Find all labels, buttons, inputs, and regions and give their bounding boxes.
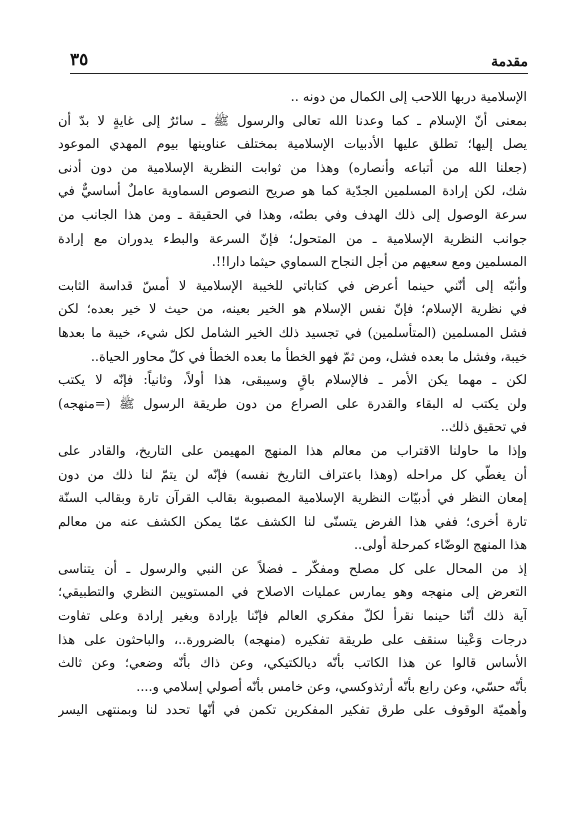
- text-line: الإسلامية دربها اللاحب إلى الكمال من دونه ..: [290, 90, 527, 105]
- text-line: خيبة، وفشل ما بعده فشل، ومن ثمّ فهو الخطأ ما بعده الخطأ في كلّ محاور الحياة..: [90, 349, 527, 365]
- text-line: إذ من المحال على كل مصلح ومفكّر ـ فضلاً عن النبي والرسول ـ أن يتناسى: [58, 561, 527, 577]
- body-text: [58, 86, 527, 723]
- text-line: آية ذلك أنّنا حينما نقرأ لكلّ مفكري العالم فإنّنا بإرادة وبغير إرادة وعلى تفاوت: [58, 609, 527, 625]
- text-line: وأهميّة الوقوف على طرق تفكير المفكرين تكمن في أنّها تحدد لنا وبمنتهى اليسر: [58, 703, 527, 719]
- text-line: في نظرية الإسلام؛ فإنّ نفس الإسلام هو الخير بعينه، من حيث لا خير بعده؛ لكن: [58, 302, 527, 318]
- text-line: هذا المنهج الوضّاء كمرحلة أولى..: [353, 538, 527, 554]
- chapter-title: مقدمة: [491, 54, 528, 70]
- text-line: وإذا ما حاولنا الاقتراب من معالم هذا المنهج المهيمن على التاريخ، والقادر على: [58, 443, 527, 459]
- text-line: بأنّه حسّي، وعن رابع بأنّه أرثذوكسي، وعن خامس بأنّه أصولي إسلامي و....: [136, 679, 527, 695]
- text-line: شك، لكن إرادة المسلمين الجدّية كما هو صريح النصوص السماوية عاملٌ أساسيٌّ في: [58, 184, 527, 200]
- text-line: ولن يكتب له البقاء والقدرة على الصراع من دون طريقة الرسول ﷺ (=منهجه): [58, 396, 527, 412]
- text-line: يصل إليها؛ تطلق عليها الأدبيات الإسلامية بمختلف عناوينها بيوم المهدي الموعود: [58, 137, 527, 153]
- text-line: في تحقيق ذلك..: [440, 420, 527, 436]
- page-number: ٣٥: [70, 50, 89, 70]
- text-line: تارة أخرى؛ ففي هذا الفرض يتسنّى لنا الكشف عمّا يمكن الكشف عنه من معالم: [58, 514, 527, 530]
- text-line: أن يغطّي كل مراحله (وهذا باعتراف التاريخ نفسه) فإنّه لن يتمّ لنا ذلك من دون: [58, 467, 527, 483]
- text-line: إمعان النظر في أدبيّات النظرية الإسلامية المصبوبة بقالب القرآن تارة وبقالب السنّة: [58, 491, 527, 507]
- text-line: جوانب النظرية الإسلامية ـ من المتحول؛ فإنّ السرعة والبطء يدوران مع إرادة: [58, 231, 527, 247]
- text-line: لكن ـ مهما يكن الأمر ـ فالإسلام باقٍ وسيبقى، هذا أولاً، وثانياً: فإنّه لا يكتب: [58, 373, 527, 389]
- text-line: الأساس قالوا عن هذا الكاتب بأنّه ديالكتيكي، وعن ذاك بأنّه وضعي؛ وعن ثالث: [58, 656, 527, 672]
- text-line: وأنبّه إلى أنّني حينما أعرض في كتاباتي للخيبة الإسلامية لا أمسّ قداسة الثابت: [58, 278, 527, 294]
- text-line: فشل المسلمين (المتأسلمين) في تجسيد ذلك الخير الشامل لكل شيء، خيبة ما بعدها: [58, 325, 527, 341]
- text-line: المسلمين ومع سعيهم من أجل النجاح السماوي حيثما دارا!!.: [211, 255, 527, 271]
- text-line: (جعلنا الله من أتباعه وأنصاره) وهذا من ثوابت النظرية الإسلامية من دون أدنى: [58, 160, 527, 176]
- text-line: سرعة الوصول إلى ذلك الهدف وفي بطئه، وهذا في الحقيقة ـ ومن هذا الجانب من: [58, 207, 527, 223]
- page-header: [70, 46, 528, 74]
- text-line: التعرض إلى منهجه وهو يمارس عمليات الاصلاح في المستويين النظري والتطبيقي؛: [58, 585, 527, 601]
- text-line: درجات وَعْينا سنقف على طريقة تفكيره (منهجه) بالضرورة..، والباحثون على هذا: [58, 632, 527, 648]
- text-line: بمعنى أنّ الإسلام ـ كما وعدنا الله تعالى والرسول ﷺ ـ سائرٌ إلى غايةٍ لا بدّ أن: [58, 113, 527, 129]
